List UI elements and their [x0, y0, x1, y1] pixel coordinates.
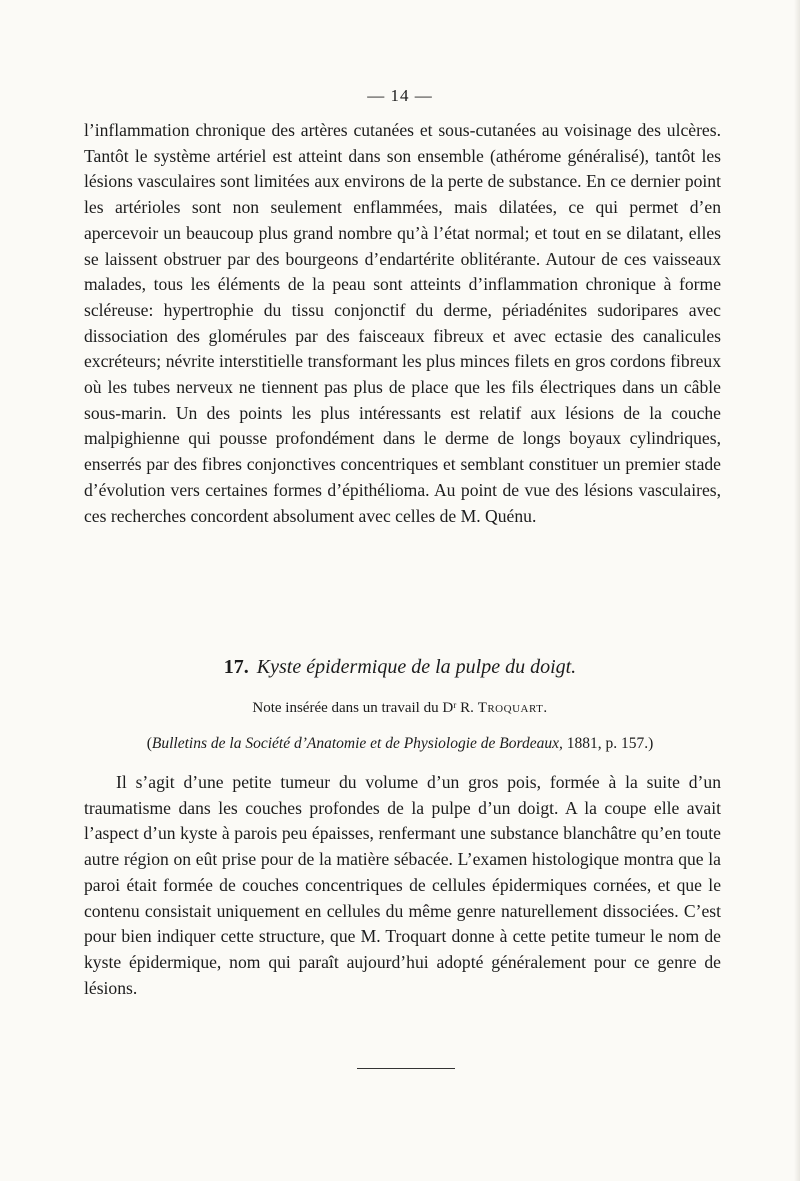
- end-divider: [357, 1068, 455, 1069]
- section-title-text: Kyste épidermique de la pulpe du doigt.: [256, 656, 577, 678]
- section-note: [0, 700, 800, 717]
- citation-open: (: [146, 735, 152, 752]
- citation: [0, 735, 800, 753]
- body-paragraph-2: Il s’agit d’une petite tumeur du volume d’un gros pois, formée à la suite d’un traumatisme dans les couches profondes de la pulpe d’un doigt. A la coupe elle avait l’aspect d’un kyste à parois peu épaisses, renfermant une substance blanchâtre qu’en toute autre région on eût prise pour de la matière sébacée. L’examen histologique montra que la paroi était formée de couches concentriques de cellules épidermiques cornées, et que le contenu consistait uniquement en cellules du même genre naturellement dissociées. C’est pour bien indiquer cette structure, que M. Troquart donne à cette petite tumeur le nom de kyste épidermique, nom qui paraît aujourd’hui adopté généralement pour ce genre de lésions.: [84, 772, 721, 998]
- page-edge-shadow: [794, 0, 800, 1181]
- section-heading: [0, 656, 800, 679]
- citation-rest: 1881, p. 157.): [562, 735, 654, 752]
- citation-journal: Bulletins de la Société d’Anatomie et de Physiologie de Bordeaux,: [151, 735, 563, 752]
- note-prefix: Note insérée dans un travail du Dʳ R.: [252, 700, 478, 716]
- body-paragraph-1: l’inflammation chronique des artères cutanées et sous-cutanées au voisinage des ulcères. Tantôt le système artériel est atteint dans son ensemble (athérome généralisé), tantôt les lésions vasculaires sont limitées aux environs de la perte de substance. En ce dernier point les artérioles sont non seulement enflammées, mais dilatées, ce qui permet d’en apercevoir un beaucoup plus grand nombre qu’à l’état normal; et tout en se dilatant, elles se laissent obstruer par des bourgeons d’endartérite oblitérante. Autour de ces vaisseaux malades, tous les éléments de la peau sont atteints d’inflammation chronique à forme scléreuse: hypertrophie du tissu conjonctif du derme, périadénites sudoripares avec dissociation des glomérules par des faisceaux fibreux et avec ectasie des canalicules excréteurs; névrite interstitielle transformant les plus minces filets en gros cordons fibreux où les tubes nerveux ne tiennent pas plus de place que les fils électriques dans un câble sous-marin. Un des points les plus intéressants est relatif aux lésions de la couche malpighienne qui pousse profondément dans le derme de longs boyaux cylindriques, enserrés par des fibres conjonctives concentriques et semblant constituer un premier stade d’évolution vers certaines formes d’épithélioma. Au point de vue des lésions vasculaires, ces recherches concordent absolument avec celles de M. Quénu.: [84, 120, 721, 526]
- note-author: Troquart.: [477, 700, 548, 716]
- page-number: — 14 —: [367, 86, 433, 105]
- section-number: 17.: [223, 656, 249, 678]
